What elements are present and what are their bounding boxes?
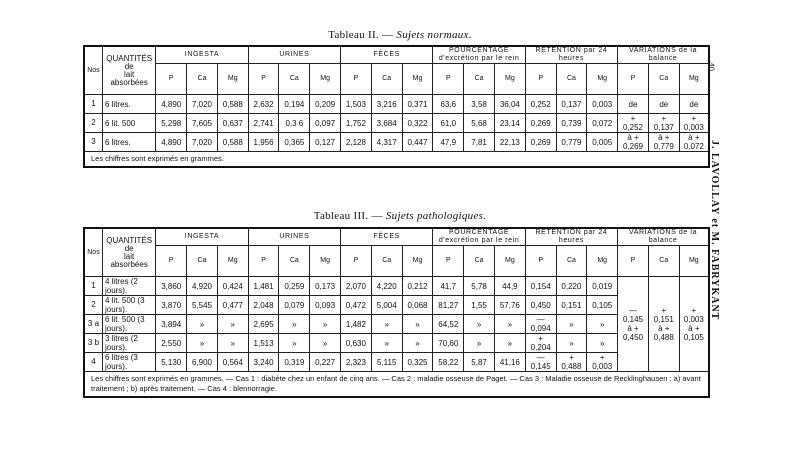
subheader-p: P [341, 64, 372, 95]
variation-cell: — 0,145 à + 0,450 [618, 277, 649, 372]
row-quantity: 6 lit. 500 (3 jours). [102, 315, 155, 334]
value-cell: 2,128 [341, 133, 372, 152]
row-number: 2 [84, 296, 102, 315]
value-cell: 0,194 [279, 95, 310, 114]
variation-cell: + 0,003 [679, 114, 709, 133]
subheader-mg: Mg [679, 64, 709, 95]
row-number: 1 [84, 277, 102, 296]
value-cell: 5,78 [464, 277, 495, 296]
value-cell: » [494, 334, 525, 353]
value-cell: 41,7 [433, 277, 464, 296]
value-cell: 1,482 [341, 315, 372, 334]
value-cell: 0,220 [556, 277, 587, 296]
variation-cell: de [679, 95, 709, 114]
subheader-ca: Ca [279, 246, 310, 277]
subheader-ca: Ca [464, 246, 495, 277]
value-cell: + 0,204 [525, 334, 556, 353]
row-quantity: 6 litres. [102, 95, 155, 114]
value-cell: 5,298 [156, 114, 187, 133]
value-cell: 0,209 [310, 95, 341, 114]
subheader-p: P [341, 246, 372, 277]
value-cell: 3,216 [371, 95, 402, 114]
value-cell: 0,003 [587, 95, 618, 114]
group-urines: URINES [248, 228, 340, 246]
value-cell: 0,472 [341, 296, 372, 315]
col-header-quantity: QUANTITÉS de lait absorbées [102, 228, 155, 277]
subheader-ca: Ca [279, 64, 310, 95]
table-3-caption [0, 210, 800, 222]
subheader-p: P [525, 64, 556, 95]
value-cell: » [464, 334, 495, 353]
col-header-quantity: QUANTITÉS de lait absorbées [102, 46, 155, 95]
table-2-note: Les chiffres sont exprimés en grammes. [84, 152, 709, 168]
value-cell: 1,956 [248, 133, 279, 152]
variation-cell: à + 0,072 [679, 133, 709, 152]
variation-cell: à + 0,269 [618, 133, 649, 152]
value-cell: 5,115 [371, 353, 402, 372]
value-cell: 64,52 [433, 315, 464, 334]
group-retention: RÉTENTION par 24 heures [525, 228, 617, 246]
value-cell: 0,322 [402, 114, 433, 133]
subheader-mg: Mg [494, 64, 525, 95]
group-variations: VARIATIONS de la balance [618, 228, 709, 246]
subheader-mg: Mg [217, 246, 248, 277]
value-cell: 3,58 [464, 95, 495, 114]
value-cell: » [187, 315, 218, 334]
value-cell: 1,513 [248, 334, 279, 353]
value-cell: 0,097 [310, 114, 341, 133]
value-cell: » [371, 334, 402, 353]
value-cell: » [279, 334, 310, 353]
value-cell: 2,695 [248, 315, 279, 334]
value-cell: 0,424 [217, 277, 248, 296]
subheader-mg: Mg [587, 64, 618, 95]
subheader-ca: Ca [187, 246, 218, 277]
value-cell: 0,105 [587, 296, 618, 315]
table-row [84, 315, 709, 334]
row-quantity: 4 litres (2 jours). [102, 277, 155, 296]
value-cell: 0,072 [587, 114, 618, 133]
value-cell: » [279, 315, 310, 334]
value-cell: 3,240 [248, 353, 279, 372]
value-cell: 2,048 [248, 296, 279, 315]
table-row [84, 353, 709, 372]
value-cell: 0,325 [402, 353, 433, 372]
row-number: 1 [84, 95, 102, 114]
value-cell: 57,76 [494, 296, 525, 315]
value-cell: 0,259 [279, 277, 310, 296]
value-cell: 4,317 [371, 133, 402, 152]
value-cell: 1,55 [464, 296, 495, 315]
value-cell: 5,130 [156, 353, 187, 372]
value-cell: 7,020 [187, 133, 218, 152]
subheader-mg: Mg [217, 64, 248, 95]
value-cell: » [187, 334, 218, 353]
subheader-p: P [433, 64, 464, 95]
row-number: 3 [84, 133, 102, 152]
value-cell: 0,637 [217, 114, 248, 133]
group-urines: URINES [248, 46, 340, 64]
value-cell: 41,16 [494, 353, 525, 372]
variation-cell: + 0,003 à + 0,105 [679, 277, 709, 372]
value-cell: 0,252 [525, 95, 556, 114]
value-cell: + 0,003 [587, 353, 618, 372]
value-cell: » [310, 334, 341, 353]
group-retention: RÉTENTION par 24 heures [525, 46, 617, 64]
value-cell: 4,890 [156, 95, 187, 114]
value-cell: 0,630 [341, 334, 372, 353]
variation-cell: à + 0,779 [648, 133, 679, 152]
value-cell: 0,564 [217, 353, 248, 372]
value-cell: » [217, 315, 248, 334]
subheader-p: P [248, 64, 279, 95]
value-cell: » [556, 334, 587, 353]
value-cell: 7,605 [187, 114, 218, 133]
subheader-mg: Mg [402, 64, 433, 95]
group-feces: FÈCES [341, 228, 433, 246]
subheader-ca: Ca [556, 246, 587, 277]
value-cell: 3,684 [371, 114, 402, 133]
group-pourcentage: POURCENTAGE d'excrétion par le rein [433, 46, 525, 64]
col-header-no: Nos [84, 228, 102, 277]
value-cell: 5,68 [464, 114, 495, 133]
table-row [84, 277, 709, 296]
value-cell: 2,550 [156, 334, 187, 353]
value-cell: 0,079 [279, 296, 310, 315]
value-cell: 0,371 [402, 95, 433, 114]
value-cell: » [310, 315, 341, 334]
value-cell: 0,269 [525, 114, 556, 133]
caption-title: Sujets pathologiques. [385, 210, 487, 222]
subheader-p: P [433, 246, 464, 277]
row-quantity: 6 litres. [102, 133, 155, 152]
value-cell: » [402, 315, 433, 334]
row-quantity: 6 litres (3 jours). [102, 353, 155, 372]
value-cell: 1,503 [341, 95, 372, 114]
table-2 [83, 45, 710, 168]
value-cell: 7,81 [464, 133, 495, 152]
value-cell: 0,137 [556, 95, 587, 114]
table-row [84, 133, 709, 152]
table-3-body [84, 277, 709, 372]
value-cell: 0,212 [402, 277, 433, 296]
value-cell: + 0,488 [556, 353, 587, 372]
subheader-p: P [525, 246, 556, 277]
caption-label: Tableau III. — [313, 210, 383, 222]
subheader-p: P [156, 64, 187, 95]
subheader-mg: Mg [494, 246, 525, 277]
value-cell: 2,070 [341, 277, 372, 296]
value-cell: » [494, 315, 525, 334]
value-cell: 4,220 [371, 277, 402, 296]
table-row [84, 114, 709, 133]
value-cell: 2,323 [341, 353, 372, 372]
value-cell: 0,588 [217, 133, 248, 152]
value-cell: 23,14 [494, 114, 525, 133]
value-cell: 61,0 [433, 114, 464, 133]
value-cell: 0,269 [525, 133, 556, 152]
page-number: 40 [706, 62, 716, 71]
value-cell: 70,60 [433, 334, 464, 353]
variation-cell: + 0,252 [618, 114, 649, 133]
group-ingesta: INGESTA [156, 228, 248, 246]
value-cell: 7,020 [187, 95, 218, 114]
value-cell: 81,27 [433, 296, 464, 315]
row-quantity: 4 lit. 500 (3 jours). [102, 296, 155, 315]
value-cell: 3,894 [156, 315, 187, 334]
value-cell: 1,481 [248, 277, 279, 296]
subheader-ca: Ca [187, 64, 218, 95]
table-row [84, 95, 709, 114]
subheader-ca: Ca [556, 64, 587, 95]
value-cell: 36,04 [494, 95, 525, 114]
value-cell: 0,779 [556, 133, 587, 152]
value-cell: 58,22 [433, 353, 464, 372]
subheader-mg: Mg [679, 246, 709, 277]
value-cell: 44,9 [494, 277, 525, 296]
value-cell: 5,87 [464, 353, 495, 372]
value-cell: » [217, 334, 248, 353]
caption-title: Sujets normaux. [396, 29, 472, 41]
group-ingesta: INGESTA [156, 46, 248, 64]
table-3-note: Les chiffres sont exprimés en grammes. — Cas 1 : diabète chez un enfant de cinq ans. — Cas 2 : maladie osseuse de Paget. — Cas 3 : Maladie osseuse de Recklinghausen : a) avant traitement ; b) après traitement. — Cas 4 : blennorragie. [84, 372, 709, 398]
subheader-ca: Ca [648, 246, 679, 277]
value-cell: » [371, 315, 402, 334]
value-cell: 0,005 [587, 133, 618, 152]
value-cell: 0,173 [310, 277, 341, 296]
value-cell: 4,920 [187, 277, 218, 296]
value-cell: 0,447 [402, 133, 433, 152]
variation-cell: de [618, 95, 649, 114]
table-2-body [84, 95, 709, 152]
value-cell: 0,154 [525, 277, 556, 296]
value-cell: 63,6 [433, 95, 464, 114]
value-cell: 0,227 [310, 353, 341, 372]
variation-cell: + 0,151 à + 0,488 [648, 277, 679, 372]
row-number: 3 a [84, 315, 102, 334]
value-cell: 0,068 [402, 296, 433, 315]
subheader-mg: Mg [310, 64, 341, 95]
value-cell: » [402, 334, 433, 353]
value-cell: » [464, 315, 495, 334]
subheader-ca: Ca [371, 64, 402, 95]
value-cell: 0,019 [587, 277, 618, 296]
subheader-ca: Ca [371, 246, 402, 277]
subheader-mg: Mg [587, 246, 618, 277]
value-cell: 2,632 [248, 95, 279, 114]
value-cell: 0,477 [217, 296, 248, 315]
subheader-p: P [618, 246, 649, 277]
value-cell: 0,588 [217, 95, 248, 114]
table-2-caption [0, 29, 800, 41]
subheader-ca: Ca [464, 64, 495, 95]
value-cell: 0,151 [556, 296, 587, 315]
subheader-ca: Ca [648, 64, 679, 95]
value-cell: 0,3 6 [279, 114, 310, 133]
variation-cell: + 0,137 [648, 114, 679, 133]
value-cell: 5,545 [187, 296, 218, 315]
group-pourcentage: POURCENTAGE d'excrétion par le rein [433, 228, 525, 246]
value-cell: 3,860 [156, 277, 187, 296]
row-number: 4 [84, 353, 102, 372]
value-cell: 1,752 [341, 114, 372, 133]
subheader-p: P [248, 246, 279, 277]
value-cell: 0,739 [556, 114, 587, 133]
value-cell: 3,870 [156, 296, 187, 315]
col-header-no: Nos [84, 46, 102, 95]
value-cell: 5,004 [371, 296, 402, 315]
group-variations: VARIATIONS de la balance [618, 46, 709, 64]
value-cell: » [556, 315, 587, 334]
subheader-mg: Mg [310, 246, 341, 277]
value-cell: 0,127 [310, 133, 341, 152]
value-cell: — 0,094 [525, 315, 556, 334]
value-cell: 4,890 [156, 133, 187, 152]
value-cell: — 0,145 [525, 353, 556, 372]
value-cell: 47,9 [433, 133, 464, 152]
value-cell: 6,900 [187, 353, 218, 372]
value-cell: 0,365 [279, 133, 310, 152]
group-feces: FÈCES [341, 46, 433, 64]
value-cell: 22,13 [494, 133, 525, 152]
value-cell: 0,093 [310, 296, 341, 315]
row-quantity: 6 lit. 500 [102, 114, 155, 133]
value-cell: 0,450 [525, 296, 556, 315]
value-cell: 2,741 [248, 114, 279, 133]
table-3 [83, 227, 710, 398]
row-quantity: 3 litres (2 jours). [102, 334, 155, 353]
row-number: 3 b [84, 334, 102, 353]
value-cell: 0,319 [279, 353, 310, 372]
value-cell: » [587, 315, 618, 334]
running-head: J. LAVOLLAY et M. FABRYKANT [709, 140, 720, 321]
variation-cell: de [648, 95, 679, 114]
table-row [84, 296, 709, 315]
row-number: 2 [84, 114, 102, 133]
caption-label: Tableau II. — [328, 29, 394, 41]
table-row [84, 334, 709, 353]
subheader-p: P [156, 246, 187, 277]
value-cell: » [587, 334, 618, 353]
subheader-mg: Mg [402, 246, 433, 277]
subheader-p: P [618, 64, 649, 95]
